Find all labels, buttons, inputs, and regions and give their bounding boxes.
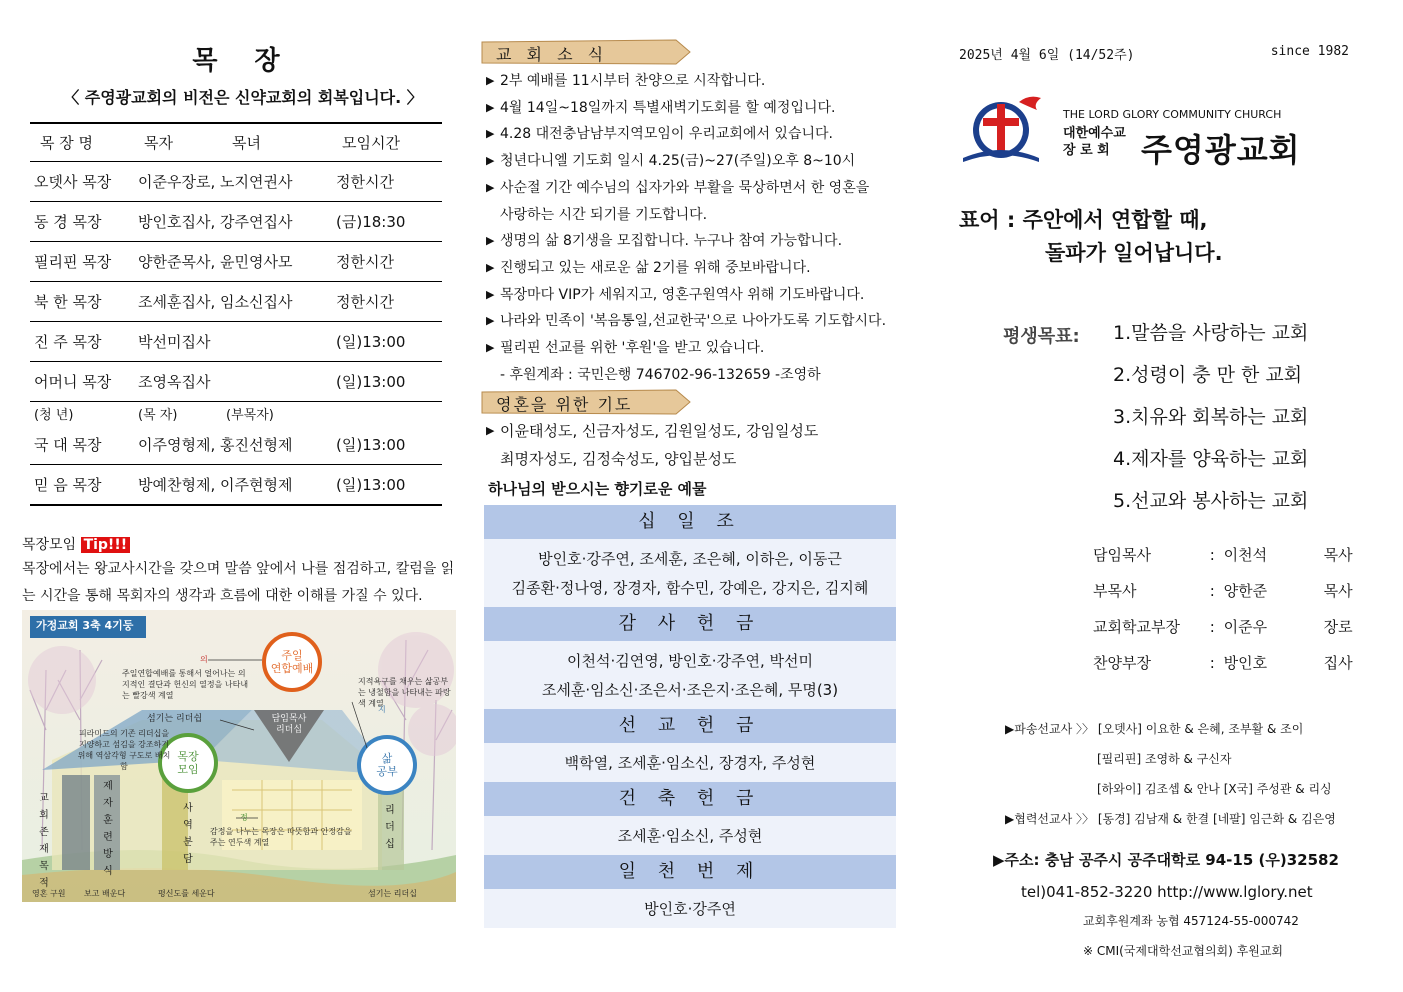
youth-sub-label: (부목자) [226, 408, 274, 423]
staff-row: 찬양부장 : 방인호 집사 [1093, 652, 1384, 688]
goal-item: 5.선교와 봉사하는 교회 [1113, 490, 1309, 512]
bullet-icon: ▶ [486, 74, 495, 87]
motto-line: 표어 : 주안에서 연합할 때, [959, 208, 1208, 232]
bottom-label: 평신도를 세운다 [158, 889, 215, 898]
cell-leaders: 조영옥집사 [134, 362, 332, 402]
staff-name: 이준우 [1223, 618, 1268, 636]
list-item [486, 335, 920, 362]
table-header-row [30, 123, 442, 162]
bottom-label: 영혼 구원 [32, 889, 66, 898]
news-text: 4월 14일~18일까지 특별새벽기도회를 할 예정입니다. [500, 99, 836, 116]
missionary-line: ▶협력선교사 〉〉 [동경] 김남재 & 한결 [네팔] 임근화 & 김은영 [1005, 812, 1336, 826]
cell-name: 진 주 목장 [30, 322, 134, 362]
bottom-label: 섬기는 리더십 [368, 889, 417, 898]
offering-body [484, 539, 896, 607]
staff-rank: 집사 [1323, 654, 1353, 672]
goal-item: 4.제자를 양육하는 교회 [1113, 448, 1309, 470]
staff-row: 담임목사 : 이천석 목사 [1093, 544, 1384, 580]
offering-header: 선 교 헌 금 [484, 709, 896, 743]
staff-rank: 장로 [1323, 618, 1353, 636]
list-item [486, 121, 920, 148]
list-item [486, 175, 920, 202]
cell-name: 믿 음 목장 [30, 465, 134, 506]
offering-line: 방인호·강주연 [644, 899, 736, 918]
date-line [959, 44, 1349, 63]
cell-name: 어머니 목장 [30, 362, 134, 402]
study-circle-label: 삶 공부 [365, 743, 409, 787]
tip-badge: Tip!!! [81, 537, 131, 553]
missionary-line: ▶파송선교사 〉〉 [오뎃사] 이요한 & 은혜, 조부활 & 조이 [1005, 722, 1304, 736]
pillar-label: 제 자 훈 련 방 식 [103, 781, 113, 877]
table-row [30, 425, 442, 465]
tip-heading [22, 534, 464, 554]
news-text: - 후원계좌 : 국민은행 746702-96-132659 -조영하 [500, 366, 821, 383]
table-row [30, 162, 442, 202]
goal-item: 3.치유와 회복하는 교회 [1113, 406, 1309, 428]
bullet-icon: ▶ [486, 154, 495, 168]
list-item [486, 362, 920, 389]
church-tel-web: tel)041-852-3220 http://www.lglory.net [1021, 883, 1313, 901]
list-item [486, 68, 920, 95]
missionary-line: [필리핀] 조영하 & 구신자 [1097, 752, 1232, 766]
right-column [955, 0, 1395, 992]
church-vision: 〈 주영광교회의 비전은 신약교회의 회복입니다. 〉 [63, 88, 423, 107]
offering-line: 김종환·정나영, 장경자, 함수민, 강예은, 강지은, 김지혜 [511, 578, 869, 597]
cell-time: (일)13:00 [332, 322, 442, 362]
news-text: 4.28 대전충남남부지역모임이 우리교회에서 있습니다. [500, 126, 833, 143]
house-church-illustration [22, 610, 456, 902]
offering-header: 건 축 헌 금 [484, 782, 896, 816]
header-cell-name: 목 장 명 [30, 123, 134, 162]
cell-name: 필리핀 목장 [30, 242, 134, 282]
cell-time: (일)13:00 [332, 425, 442, 465]
youth-subheader-row [30, 402, 442, 426]
church-motto [959, 204, 1223, 270]
prayer-text: 최명자성도, 김정숙성도, 양입분성도 [500, 450, 737, 469]
staff-name: 양한준 [1223, 582, 1268, 600]
header-meeting-time: 모임시간 [332, 123, 442, 162]
staff-role: 담임목사 [1093, 546, 1151, 564]
church-logo [959, 92, 1319, 172]
bullet-icon: ▶ [486, 314, 495, 328]
news-text: 사랑하는 시간 되기를 기도합니다. [500, 206, 708, 223]
youth-sub-label: (청 년) [34, 408, 74, 423]
bullet-icon: ▶ [486, 180, 495, 194]
prayer-banner [480, 388, 690, 416]
table-row [30, 322, 442, 362]
list-item [486, 148, 920, 175]
cell-time: 정한시간 [332, 282, 442, 322]
bullet-icon: ▶ [486, 287, 495, 301]
cell-name: 북 한 목장 [30, 282, 134, 322]
prayer-title: 영혼을 위한 기도 [496, 395, 633, 415]
list-item [486, 446, 920, 474]
missionaries [1005, 714, 1336, 834]
bottom-label: 보고 배운다 [84, 889, 126, 898]
table-row [30, 242, 442, 282]
offering-body [484, 816, 896, 855]
staff-rank: 목사 [1323, 546, 1353, 564]
cell-time: (금)18:30 [332, 202, 442, 242]
bullet-icon: ▶ [486, 100, 495, 114]
news-text: 나라와 민족이 '복음통일,선교한국'으로 나아가도록 기도합시다. [500, 313, 887, 330]
offering-header: 십 일 조 [484, 505, 896, 539]
news-text: 생명의 삶 8기생을 모집합니다. 누구나 참여 가능합니다. [500, 233, 843, 250]
motto-line: 돌파가 일어납니다. [1045, 241, 1223, 265]
bulletin-date: 2025년 4월 6일 (14/52주) [959, 48, 1135, 63]
offering-intro: 하나님의 받으시는 향기로운 예물 [488, 479, 707, 498]
tip-label: 목장모임 [22, 537, 77, 553]
cell-time: 정한시간 [332, 162, 442, 202]
offering-body [484, 641, 896, 709]
offering-line: 이천석·김연영, 방인호·강주연, 박선미 [567, 651, 813, 670]
staff-rank: 목사 [1323, 582, 1353, 600]
pastor-leadership-label: 담임목사 리더십 [271, 714, 307, 735]
pillar-label: 사 역 분 담 [183, 803, 193, 865]
note-label: 피라미드의 기존 리더십을 지양하고 섬김을 강조하기 위해 역삼각형 구도로 배치함 [77, 729, 171, 771]
missionary-line: [하와이] 김조셉 & 안나 [X국] 주성관 & 리싱 [1097, 782, 1332, 796]
note-label: 의 [200, 655, 208, 664]
cell-leaders: 이주영형제, 홍진선형제 [134, 425, 332, 465]
offering-body [484, 743, 896, 782]
news-list [486, 68, 920, 388]
cmi-note: ※ CMI(국제대학선교협의회) 후원교회 [1083, 944, 1284, 958]
cell-name: 국 대 목장 [30, 425, 134, 465]
bullet-icon: ▶ [486, 234, 495, 248]
bullet-icon: ▶ [486, 127, 495, 141]
cell-time: (일)13:00 [332, 362, 442, 402]
list-item [486, 308, 920, 335]
church-name: 주영광교회 [1141, 131, 1301, 169]
pillar-label: 교 회 존 재 목 적 [39, 793, 49, 889]
news-text: 청년다니엘 기도회 일시 4.25(금)~27(주일)오후 8~10시 [500, 153, 856, 170]
staff-row: 부목사 : 양한준 목사 [1093, 580, 1384, 616]
cell-leaders: 방인호집사, 강주연집사 [134, 202, 332, 242]
staff-row: 교회학교부장 : 이준우 장로 [1093, 616, 1384, 652]
church-address: ▶주소: 충남 공주시 공주대학로 94-15 (우)32582 [993, 851, 1339, 869]
cell-name: 동 경 목장 [30, 202, 134, 242]
offering-header: 일 천 번 제 [484, 855, 896, 889]
news-text: 2부 예배를 11시부터 찬양으로 시작합니다. [500, 73, 766, 89]
cell-leaders: 방예찬형제, 이주현형제 [134, 465, 332, 506]
offering-header: 감 사 헌 금 [484, 607, 896, 641]
list-item [486, 255, 920, 282]
staff-name: 이천석 [1223, 546, 1268, 564]
cell-time: 정한시간 [332, 242, 442, 282]
note-label: 정 [240, 813, 248, 822]
offering-body [484, 889, 896, 928]
prayer-list [486, 418, 920, 473]
staff-name: 방인호 [1223, 654, 1268, 672]
list-item [486, 202, 920, 229]
pillar-label: 리 더 십 [385, 805, 395, 850]
table-row [30, 465, 442, 506]
illustration-tag: 가정교회 3축 4기둥 [36, 619, 134, 632]
left-column [22, 0, 464, 992]
news-text: 진행되고 있는 새로운 삶 2기를 위해 중보바랍니다. [500, 259, 811, 276]
news-title: 교 회 소 식 [496, 45, 609, 64]
list-item [486, 418, 920, 446]
bullet-icon: ▶ [486, 260, 495, 274]
youth-sub-label: (목 자) [138, 408, 178, 423]
staff-role: 교회학교부장 [1093, 618, 1180, 636]
offering-line: 조세훈·임소신, 주성현 [617, 826, 763, 845]
cell-time: (일)13:00 [332, 465, 442, 506]
table-row [30, 202, 442, 242]
offering-line: 방인호·강주연, 조세훈, 조은혜, 이하은, 이동근 [538, 549, 842, 568]
contact-info [993, 844, 1339, 908]
list-item [486, 95, 920, 122]
footer-info [1083, 906, 1299, 966]
news-text: 목장마다 VIP가 세워지고, 영혼구원역사 위해 기도바랍니다. [500, 286, 865, 303]
prayer-text: 이윤태성도, 신금자성도, 김원일성도, 강임일성도 [500, 422, 819, 441]
header-shepherdess: 목녀 [222, 123, 332, 162]
support-account: 교회후원계좌 농협 457124-55-000742 [1083, 914, 1299, 928]
denomination-line: 대한예수교 [1063, 126, 1126, 141]
worship-circle-label: 주일 연합예배 [270, 640, 314, 684]
cell-leaders: 이준우장로, 노지연권사 [134, 162, 332, 202]
staff-role: 찬양부장 [1093, 654, 1151, 672]
cell-leaders: 박선미집사 [134, 322, 332, 362]
since-year: since 1982 [1270, 44, 1349, 59]
note-label: 섬기는 리더쉽 [147, 714, 203, 724]
offering-line: 조세훈·임소신·조은서·조은지·조은혜, 무명(3) [541, 680, 839, 699]
note-label: 지적욕구를 채우는 삶공부는 냉철함을 나타내는 파랑색 계열 [358, 677, 451, 708]
table-row [30, 282, 442, 322]
offering-line: 백학열, 조세훈·임소신, 장경자, 주성현 [564, 753, 816, 772]
list-item [486, 228, 920, 255]
church-emblem-icon [959, 92, 1059, 172]
note-label: 감정을 나누는 목장은 따뜻함과 안정감을 주는 연두색 계열 [210, 827, 352, 847]
note-label: 주일연합예배를 통해서 얼어나는 의지적인 결단과 헌신의 열정을 나타내는 빨강색 계열 [122, 669, 249, 700]
bullet-icon: ▶ [486, 424, 495, 438]
list-item [486, 282, 920, 309]
news-text: 사순절 기간 예수님의 십자가와 부활을 묵상하면서 한 영혼을 [500, 179, 870, 196]
goal-item: 2.성령이 충 만 한 교회 [1113, 364, 1303, 386]
goal-item: 1.말씀을 사랑하는 교회 [1113, 322, 1309, 344]
staff-list [1093, 544, 1384, 688]
header-shepherd: 목자 [134, 123, 222, 162]
table-row [30, 362, 442, 402]
cell-group-table [30, 122, 442, 506]
goals-label: 평생목표: [1003, 326, 1080, 347]
logo-english-name: THE LORD GLORY COMMUNITY CHURCH [1063, 108, 1282, 121]
middle-column [480, 0, 920, 992]
staff-role: 부목사 [1093, 582, 1137, 600]
news-text: 필리핀 선교를 위한 '후원'을 받고 있습니다. [500, 340, 765, 357]
cell-leaders: 양한준목사, 윤민영사모 [134, 242, 332, 282]
denomination-line: 장 로 회 [1063, 143, 1110, 158]
cell-name: 오뎃사 목장 [30, 162, 134, 202]
cell-title: 목 장 [192, 46, 294, 76]
bullet-icon: ▶ [486, 341, 495, 355]
note-label: 지 [378, 705, 386, 714]
cell-leaders: 조세훈집사, 임소신집사 [134, 282, 332, 322]
offering-section [484, 505, 896, 928]
cell-circle-label: 목장 모임 [166, 741, 210, 785]
news-banner [480, 38, 690, 66]
tip-text: 목장에서는 왕교사시간을 갖으며 말씀 앞에서 나를 점검하고, 칼럼을 읽는 시간을 통해 목회자의 생각과 흐름에 대한 이해를 가질 수 있다. [22, 561, 455, 604]
logo-denomination [1063, 125, 1126, 159]
